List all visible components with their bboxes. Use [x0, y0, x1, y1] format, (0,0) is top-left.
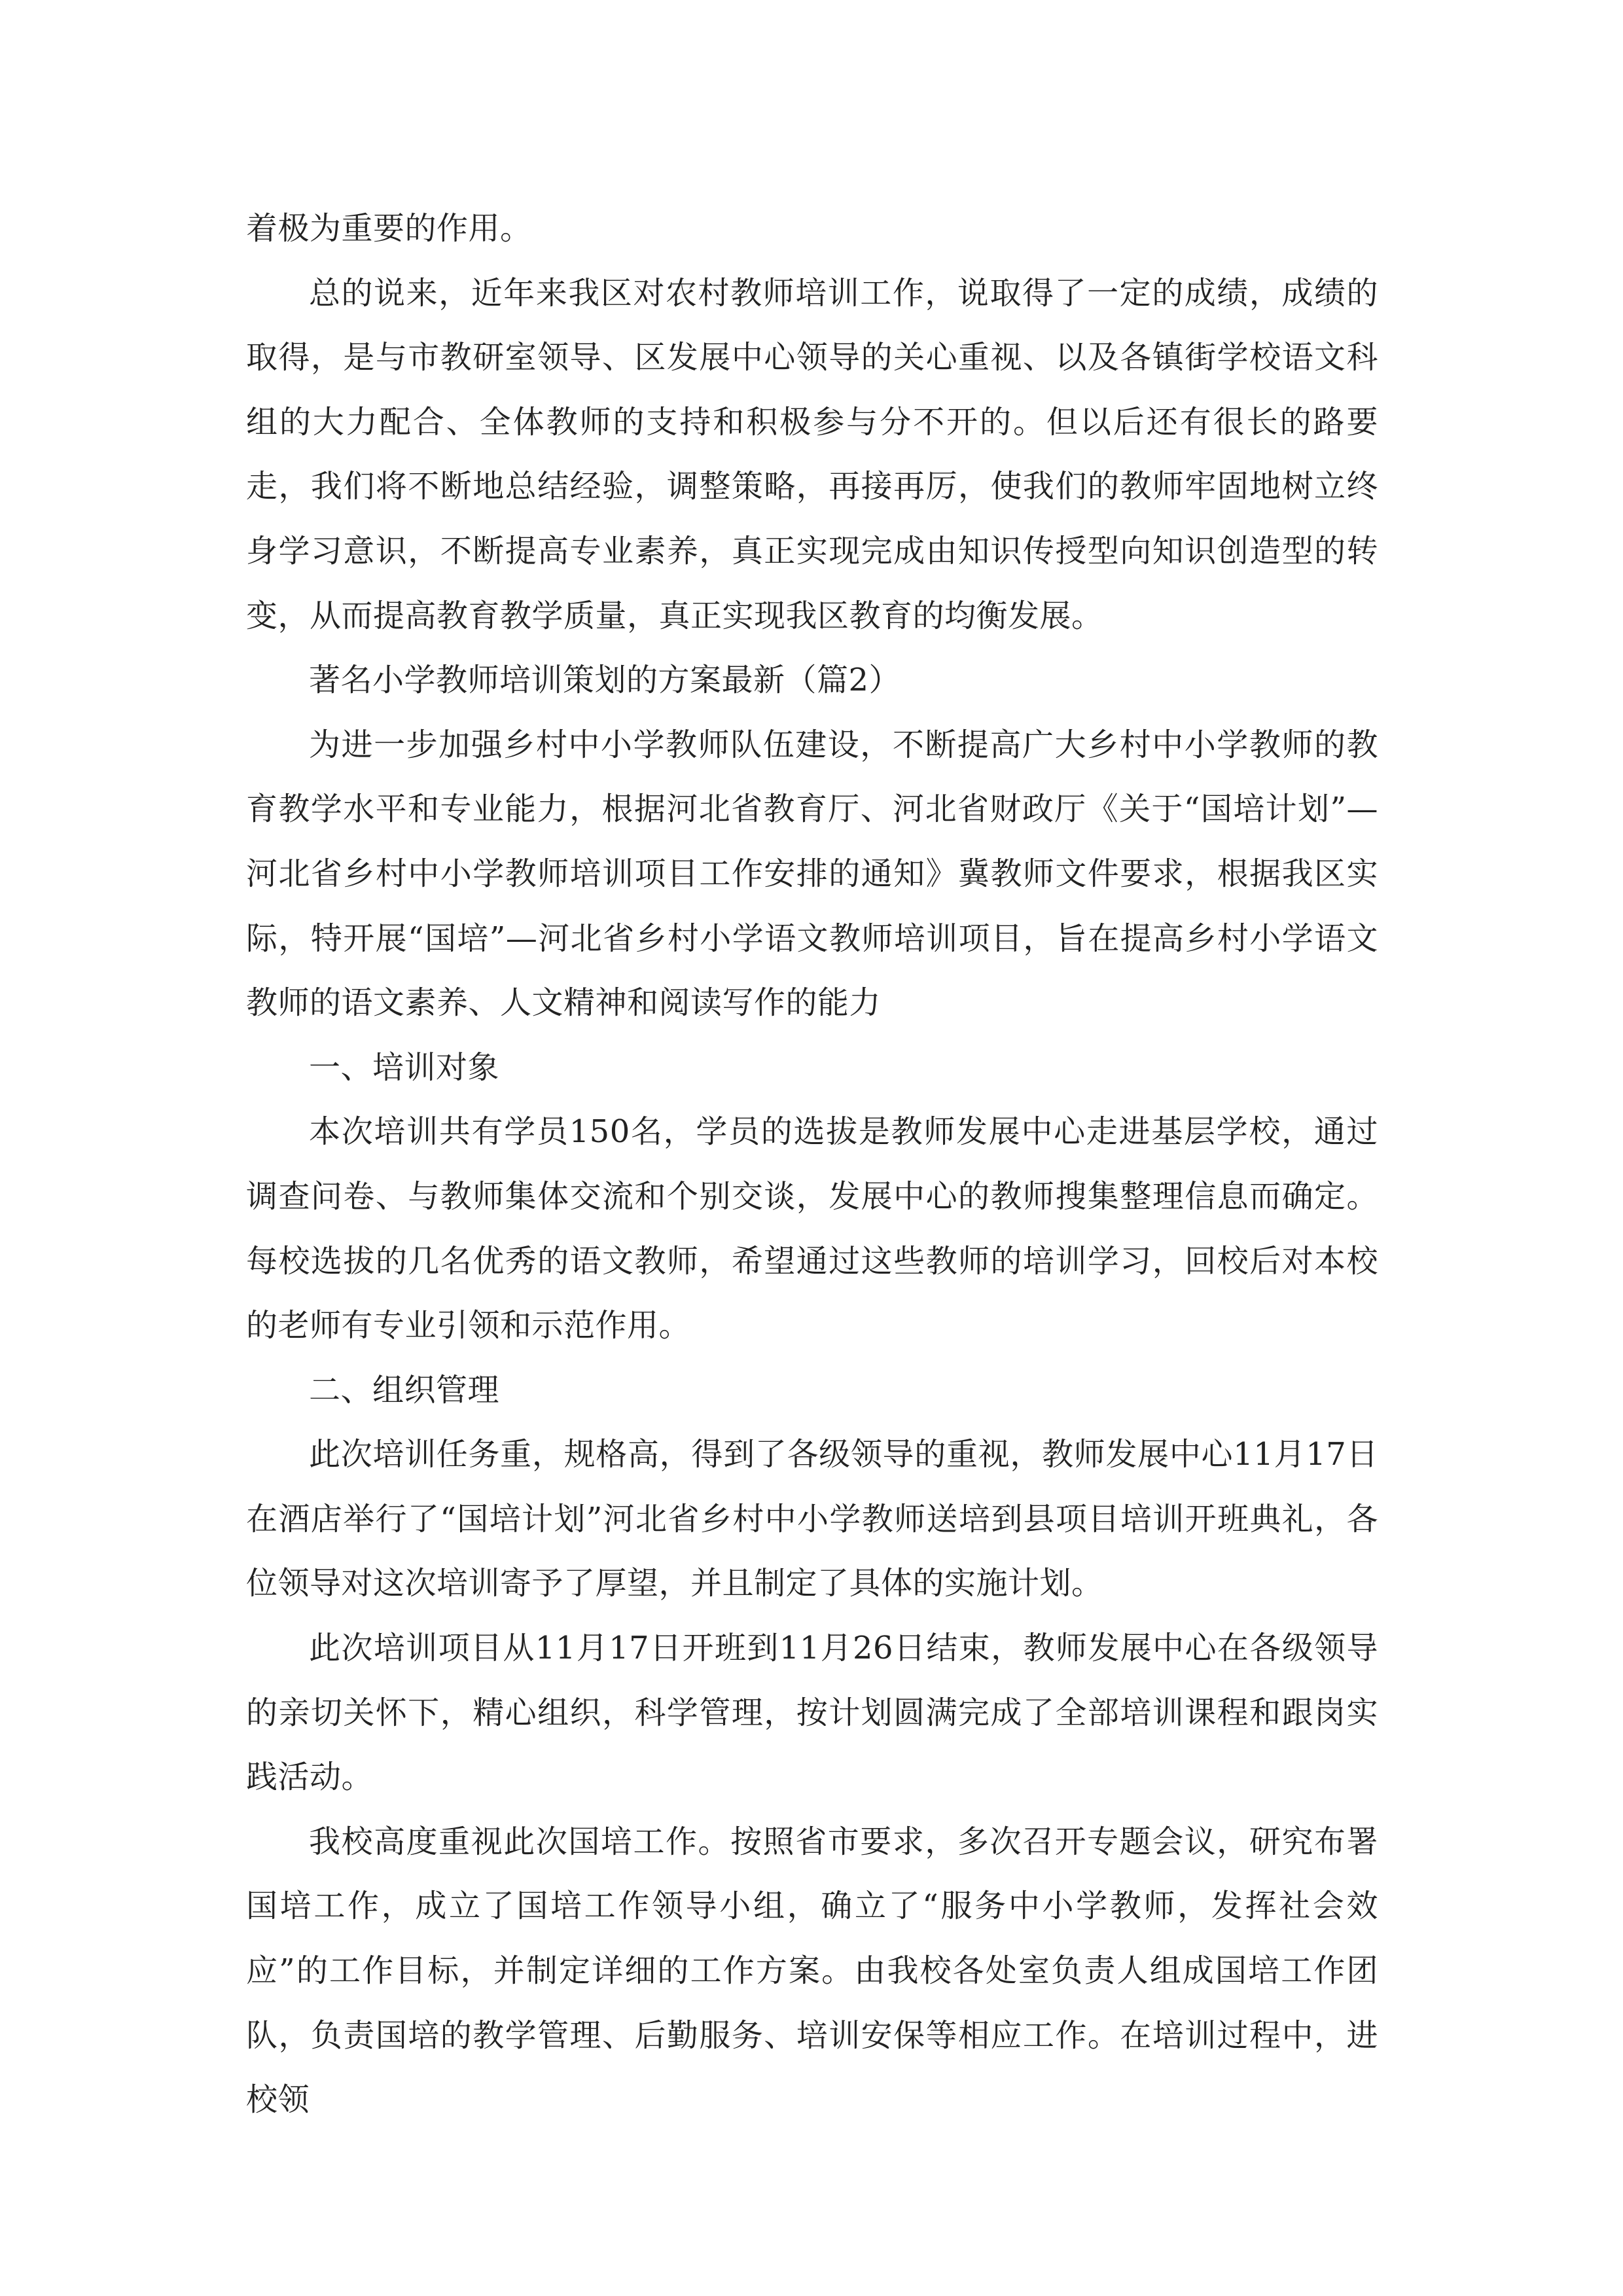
paragraph: 总的说来，近年来我区对农村教师培训工作，说取得了一定的成绩，成绩的取得，是与市教研室领导、区发展中心领导的关心重视、以及各镇街学校语文科组的大力配合、全体教师的支持和积极参与分不开的。但以后还有很长的路要走，我们将不断地总结经验，调整策略，再接再厉，使我们的教师牢固地树立终身学习意识，不断提高专业素养，真正实现完成由知识传授型向知识创造型的转变，从而提高教育教学质量，真正实现我区教育的均衡发展。 — [246, 274, 1378, 634]
paragraph: 此次培训任务重，规格高，得到了各级领导的重视，教师发展中心11月17日在酒店举行了“国培计划”河北省乡村中小学教师送培到县项目培训开班典礼，各位领导对这次培训寄予了厚望，并且制定了具体的实施计划。 — [246, 1436, 1378, 1602]
section-heading: 二、组织管理 — [309, 1371, 500, 1408]
section-title: 著名小学教师培训策划的方案最新（篇2） — [309, 662, 901, 699]
section-heading: 一、培训对象 — [309, 1049, 500, 1086]
paragraph: 我校高度重视此次国培工作。按照省市要求，多次召开专题会议，研究布署国培工作，成立了国培工作领导小组，确立了“服务中小学教师，发挥社会效应”的工作目标，并制定详细的工作方案。由我校各处室负责人组成国培工作团队，负责国培的教学管理、后勤服务、培训安保等相应工作。在培训过程中，进校领 — [246, 1823, 1378, 2119]
paragraph: 为进一步加强乡村中小学教师队伍建设，不断提高广大乡村中小学教师的教育教学水平和专业能力，根据河北省教育厅、河北省财政厅《关于“国培计划”—河北省乡村中小学教师培训项目工作安排的通知》冀教师文件要求，根据我区实际，特开展“国培”—河北省乡村小学语文教师培训项目，旨在提高乡村小学语文教师的语文素养、人文精神和阅读写作的能力 — [246, 726, 1378, 1022]
paragraph: 此次培训项目从11月17日开班到11月26日结束，教师发展中心在各级领导的亲切关怀下，精心组织，科学管理，按计划圆满完成了全部培训课程和跟岗实践活动。 — [246, 1630, 1378, 1796]
paragraph: 本次培训共有学员150名，学员的选拔是教师发展中心走进基层学校，通过调查问卷、与教师集体交流和个别交谈，发展中心的教师搜集整理信息而确定。每校选拔的几名优秀的语文教师，希望通过这些教师的培训学习，回校后对本校的老师有专业引领和示范作用。 — [246, 1113, 1378, 1344]
paragraph: 着极为重要的作用。 — [246, 210, 532, 247]
document-body — [246, 196, 1378, 2132]
